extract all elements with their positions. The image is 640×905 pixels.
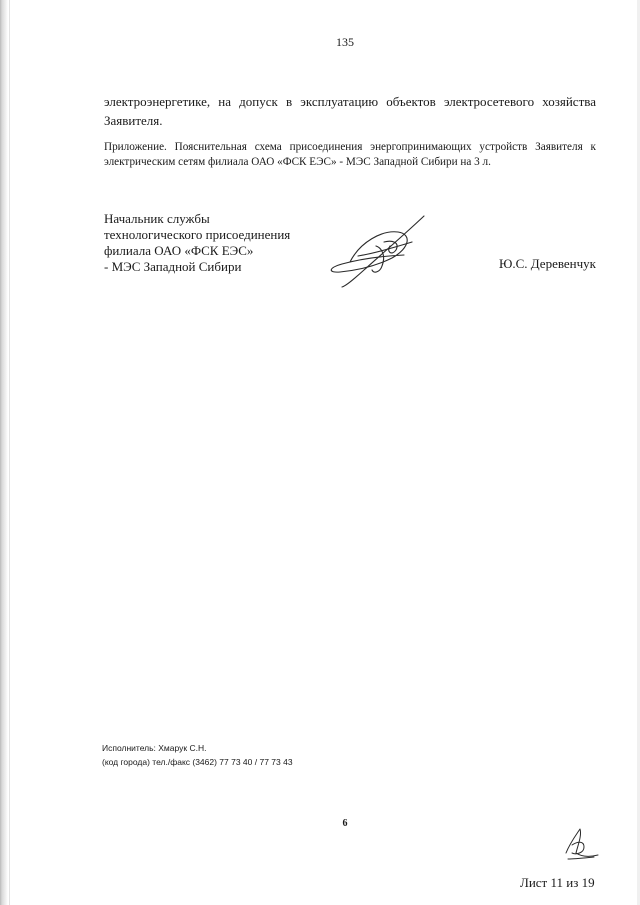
paragraph-line: электрическим сетям филиала ОАО «ФСК ЕЭС» - МЭС Западной Сибири на 3 л. (104, 156, 491, 168)
paragraph-line: Заявителя. (104, 113, 163, 128)
signatory-title-line: - МЭС Западной Сибири (104, 259, 242, 274)
scan-edge-line (9, 0, 10, 905)
executor-info (102, 741, 293, 769)
scan-edge-left (0, 0, 8, 905)
paragraph-admission (104, 92, 596, 130)
paragraph-line: электроэнергетике, на допуск в эксплуатацию объектов электросетевого хозяйства (104, 94, 596, 109)
signatory-name: Ю.С. Деревенчук (499, 256, 596, 271)
page-number-bottom: 6 (342, 818, 348, 829)
signatory-title-line: Начальник службы (104, 211, 210, 226)
handwritten-initials (560, 823, 602, 865)
sheet-counter: Лист 11 из 19 (520, 875, 595, 890)
signatory-title (104, 211, 324, 275)
handwritten-signature (320, 212, 435, 290)
paragraph-attachment (104, 140, 596, 170)
page-number-top: 135 (336, 35, 354, 49)
paragraph-line: Приложение. Пояснительная схема присоединения энергопринимающих устройств Заявителя к (104, 141, 596, 153)
signatory-title-line: технологического присоединения (104, 227, 291, 242)
signatory-title-line: филиала ОАО «ФСК ЕЭС» (104, 243, 254, 258)
executor-name: Исполнитель: Хмарук С.Н. (102, 743, 207, 753)
executor-phone: (код города) тел./факс (3462) 77 73 40 / 77 73 43 (102, 757, 293, 767)
